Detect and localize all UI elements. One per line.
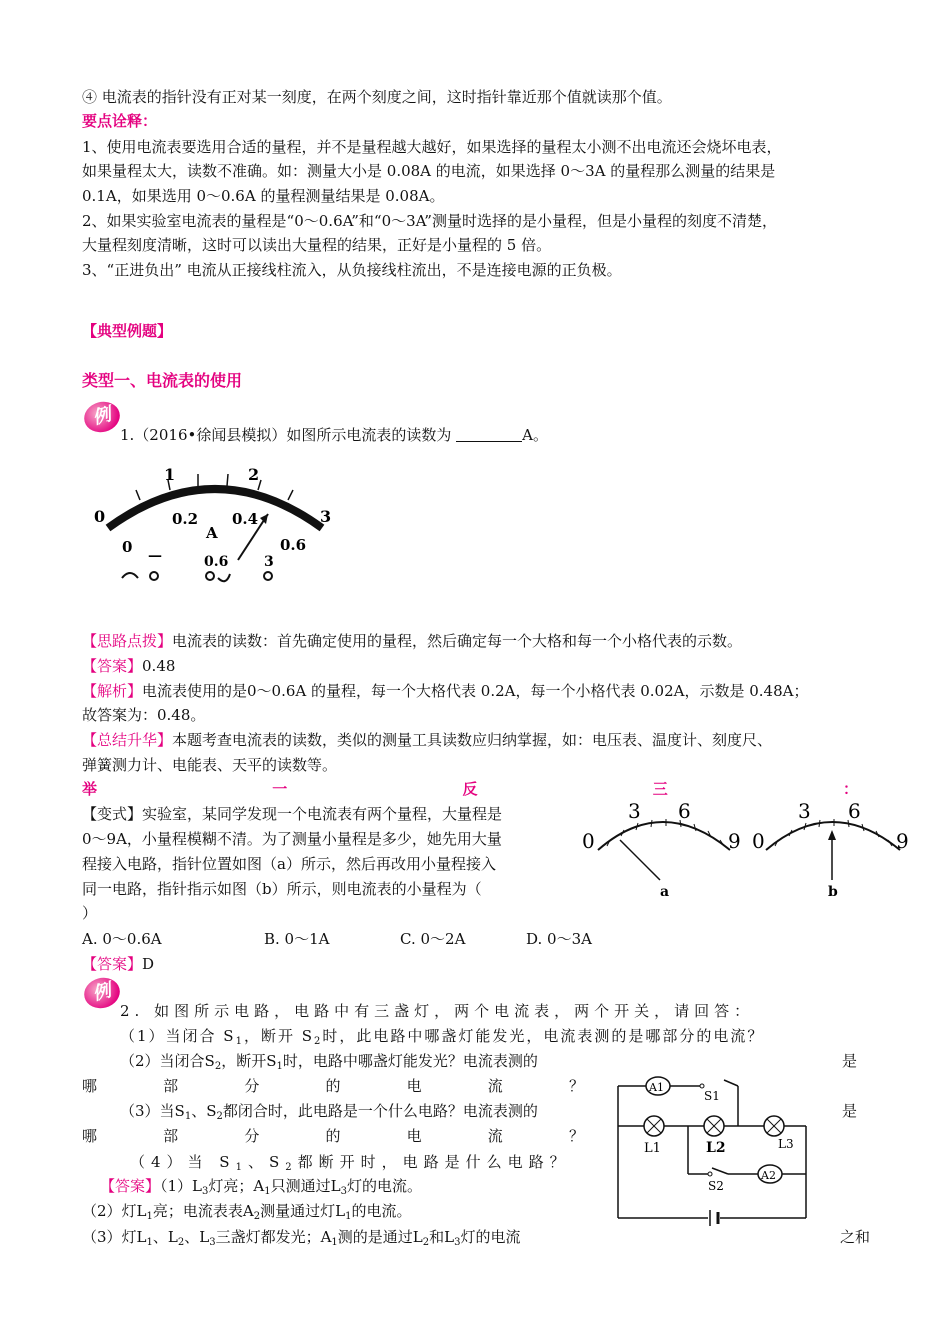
variant-line-3: 程接入电路，指针位置如图（a）所示，然后再改用小量程接入	[82, 855, 496, 873]
svg-text:L3: L3	[778, 1137, 794, 1151]
terminal-label-06: 0.6	[204, 554, 229, 570]
q2-sub-1: （1）当闭合 $S_1$，断开 $S_2$时，此电路中哪盏灯能发光，电流表测的是哪部分的电流？	[120, 1027, 765, 1047]
note-line-4: ④ 电流表的指针没有正对某一刻度，在两个刻度之间，这时指针靠近那个值就读那个值。	[82, 88, 672, 106]
svg-text:L1: L1	[644, 1141, 661, 1156]
typical-examples-heading: 【典型例题】	[82, 322, 173, 340]
dial-b-9: 9	[896, 829, 909, 853]
dial-a-caption: a	[660, 884, 670, 900]
option-b: B. 0～1A	[264, 930, 330, 948]
meter-unit: A	[206, 524, 218, 542]
key-point-1b: 如果量程太大，读数不准确。如：测量大小是 0.08A 的电流，如果选择 0～3A 的量程那么测量的结果是	[82, 162, 776, 180]
dial-a-6: 6	[678, 799, 691, 823]
q1-analysis-2: 故答案为：0.48。	[82, 706, 206, 724]
key-point-1c: 0.1A，如果选用 0～0.6A 的量程测量结果是 0.08A。	[82, 187, 445, 205]
option-a: A. 0～0.6A	[82, 930, 162, 948]
terminals	[122, 572, 272, 581]
example-badge-1: 例	[81, 398, 124, 436]
switch-s1-symbol	[700, 1084, 720, 1103]
variant-line-2: 0～9A，小量程模糊不清。为了测量小量程是多少，她先用大量	[82, 830, 502, 848]
type-one-heading: 类型一、电流表的使用	[82, 371, 243, 390]
q2-sub-3: （3）当$S_1$、$S_2$都闭合时，此电路是一个什么电路？电流表测的	[120, 1102, 538, 1122]
dial-a	[582, 799, 741, 900]
q2-sub-4: （4）当 $S_1$、$S_2$都断开时，电路是什么电路？	[130, 1153, 571, 1173]
q2-sub-2-line2: 哪 部 分 的 电 流 ？	[82, 1077, 584, 1095]
dial-b-6: 6	[848, 799, 861, 823]
meter-bottom-04: 0.4	[232, 510, 259, 528]
svg-text:S1: S1	[704, 1089, 720, 1103]
ammeter-a2-symbol	[758, 1165, 782, 1183]
example-badge-2: 例	[81, 974, 124, 1012]
q1-analysis: 【解析】电流表使用的是0～0.6A 的量程，每一个大格代表 0.2A，每一个小格代表 0.02A，示数是 0.48A；	[82, 682, 809, 700]
q2-answer-3-end: 之和	[840, 1228, 871, 1246]
svg-text:A2: A2	[761, 1169, 776, 1182]
key-point-1a: 1、使用电流表要选用合适的量程，并不是量程越大越好，如果选择的量程太小测不出电流还会烧坏电表，	[82, 138, 782, 156]
svg-text:L2: L2	[706, 1140, 726, 1156]
meter-top-3: 3	[320, 507, 332, 526]
dial-a-0: 0	[582, 829, 595, 853]
meter-top-2: 2	[248, 465, 260, 484]
question-1: 1.（2016•徐闻县模拟）如图所示电流表的读数为 A。	[120, 426, 548, 444]
q1-answer: 【答案】0.48	[82, 657, 176, 675]
meter-bottom-02: 0.2	[172, 510, 199, 528]
answer-blank	[456, 427, 522, 442]
q1-hint: 【思路点拨】电流表的读数：首先确定使用的量程，然后确定每一个大格和每一个小格代表的示数。	[82, 632, 743, 650]
ammeter-a1-symbol	[646, 1077, 670, 1095]
meter-top-1: 1	[164, 465, 176, 484]
variant-line-1: 【变式】实验室，某同学发现一个电流表有两个量程，大量程是	[82, 805, 503, 823]
svg-text:S2: S2	[708, 1179, 724, 1193]
ammeter-figure	[80, 460, 350, 590]
terminal-minus: —	[148, 548, 162, 564]
meter-top-0: 0	[94, 507, 106, 526]
dial-b	[752, 799, 909, 900]
q2-sub-2: （2）当闭合$S_2$，断开$S_1$时，电路中哪盏灯能发光？电流表测的	[120, 1052, 538, 1072]
key-point-2a: 2、如果实验室电流表的量程是“0～0.6A”和“0～3A”测量时选择的是小量程，但是小量程的刻度不清楚，	[82, 212, 777, 230]
q2-answer-1: 【答案】$(1)L_3$灯亮；$A_1$只测通过$L_3$灯的电流。	[100, 1177, 422, 1197]
q2-answer-3: （3）灯$L_1$、$L_2$、$L_3$三盏灯都发光；$A_1$测的是通过$L_2$和$L_3$灯的电流	[82, 1228, 521, 1248]
variant-line-4: 同一电路，指针指示如图（b）所示，则电流表的小量程为（	[82, 880, 482, 898]
meter-bottom-06: 0.6	[280, 536, 307, 554]
q2-sub-3-line2: 哪 部 分 的 电 流 ？	[82, 1127, 584, 1145]
variant-answer: 【答案】D	[82, 955, 155, 973]
svg-text:A1: A1	[649, 1081, 664, 1094]
q2-sub-2-end: 是	[842, 1052, 858, 1070]
dial-a-9: 9	[728, 829, 741, 853]
terminal-label-3: 3	[264, 554, 274, 570]
q2-answer-2: （2）灯$L_1$亮；电流表表$A_2$测量通过灯$L_1$的电流。	[82, 1202, 412, 1222]
variant-line-5: ）	[82, 904, 98, 922]
dial-b-3: 3	[798, 799, 811, 823]
lamp-l2-symbol	[704, 1116, 726, 1156]
key-points-heading: 要点诠释：	[82, 112, 158, 130]
circuit-diagram	[608, 1066, 818, 1226]
meter-bottom-0: 0	[122, 538, 133, 556]
switch-s2-symbol	[708, 1172, 724, 1193]
option-d: D. 0～3A	[526, 930, 592, 948]
lamp-l3-symbol	[764, 1116, 794, 1151]
key-point-3: 3、“正进负出” 电流从正接线柱流入，从负接线柱流出，不是连接电源的正负极。	[82, 261, 622, 279]
dial-b-0: 0	[752, 829, 765, 853]
dial-b-caption: b	[828, 884, 838, 900]
q1-summary-2: 弹簧测力计、电能表、天平的读数等。	[82, 756, 338, 774]
question-2-stem: 2. 如图所示电路，电路中有三盏灯，两个电流表，两个开关，请回答：	[120, 1002, 755, 1020]
option-c: C. 0～2A	[400, 930, 466, 948]
dial-a-3: 3	[628, 799, 641, 823]
key-point-2b: 大量程刻度清晰，这时可以读出大量程的结果，正好是小量程的 5 倍。	[82, 236, 552, 254]
jyfs-heading: 举 一 反 三 ：	[82, 780, 858, 798]
dial-figures	[580, 798, 910, 908]
q2-sub-3-end: 是	[842, 1102, 858, 1120]
lamp-l1-symbol	[644, 1116, 664, 1156]
q1-summary: 【总结升华】本题考查电流表的读数，类似的测量工具读数应归纳掌握，如：电压表、温度计、刻度尺、	[82, 731, 773, 749]
